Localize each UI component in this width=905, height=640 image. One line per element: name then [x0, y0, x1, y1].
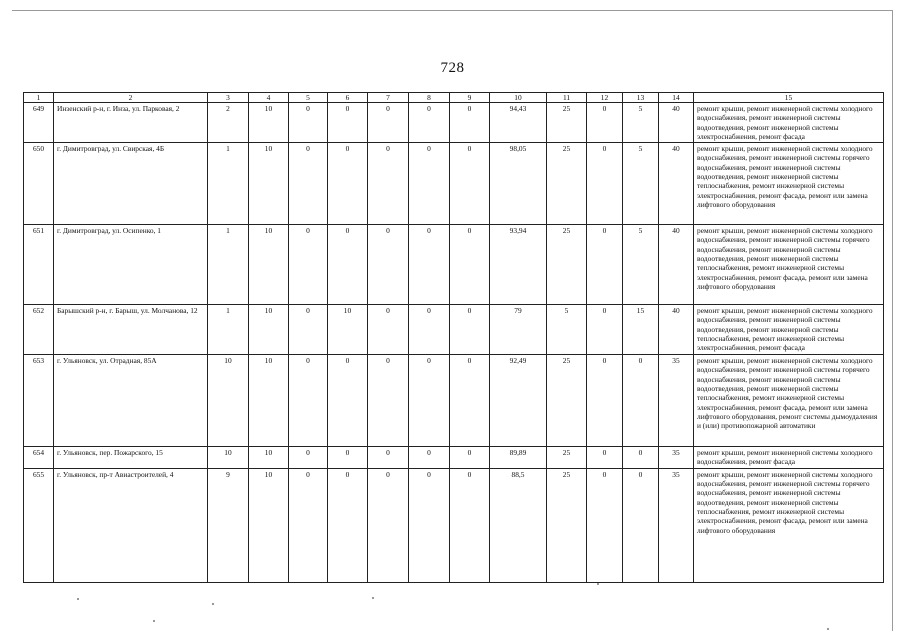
value-cell: 0: [289, 103, 328, 143]
works-cell: ремонт крыши, ремонт инженерной системы холодного водоснабжения, ремонт инженерной системы водоотведения, ремонт инженерной системы теплоснабжения, ремонт инженерной системы электроснабжения, ремонт фасада: [694, 305, 884, 355]
value-cell: 93,94: [490, 225, 547, 305]
column-header-1: 1: [24, 93, 54, 103]
value-cell: 40: [659, 103, 694, 143]
value-cell: 2: [208, 103, 249, 143]
address-cell: г. Димитровград, ул. Осипенко, 1: [54, 225, 208, 305]
value-cell: 0: [328, 143, 368, 225]
scan-speck: [212, 603, 214, 605]
value-cell: 0: [409, 355, 450, 447]
value-cell: 40: [659, 143, 694, 225]
value-cell: 0: [328, 355, 368, 447]
value-cell: 0: [368, 355, 409, 447]
scan-speck: [372, 597, 374, 599]
value-cell: 25: [547, 103, 587, 143]
value-cell: 0: [587, 468, 623, 582]
scan-speck: [77, 598, 79, 600]
value-cell: 1: [208, 225, 249, 305]
value-cell: 0: [289, 355, 328, 447]
table-row: [24, 103, 884, 143]
value-cell: 25: [547, 225, 587, 305]
value-cell: 0: [328, 447, 368, 469]
value-cell: 10: [208, 355, 249, 447]
works-cell: ремонт крыши, ремонт инженерной системы холодного водоснабжения, ремонт инженерной системы горячего водоснабжения, ремонт инженерной системы водоотведения, ремонт инженерной системы теплоснабжения, ремонт инженерной системы электроснабжения, ремонт фасада, ремонт или замена лифтового оборудования: [694, 468, 884, 582]
column-header-8: 8: [409, 93, 450, 103]
works-cell: ремонт крыши, ремонт инженерной системы холодного водоснабжения, ремонт инженерной системы водоотведения, ремонт инженерной системы электроснабжения, ремонт фасада: [694, 103, 884, 143]
scan-speck: [597, 583, 599, 585]
value-cell: 0: [587, 143, 623, 225]
value-cell: 0: [328, 103, 368, 143]
header-row: [24, 93, 884, 103]
value-cell: 5: [547, 305, 587, 355]
value-cell: 25: [547, 447, 587, 469]
value-cell: 0: [289, 305, 328, 355]
column-header-3: 3: [208, 93, 249, 103]
row-number-cell: 653: [24, 355, 54, 447]
value-cell: 5: [623, 225, 659, 305]
value-cell: 0: [289, 225, 328, 305]
value-cell: 25: [547, 355, 587, 447]
value-cell: 0: [409, 468, 450, 582]
value-cell: 0: [328, 468, 368, 582]
address-cell: г. Димитровград, ул. Свирская, 4Б: [54, 143, 208, 225]
value-cell: 0: [450, 143, 490, 225]
housing-repair-table: [23, 92, 884, 583]
value-cell: 0: [623, 355, 659, 447]
table-row: [24, 143, 884, 225]
value-cell: 10: [328, 305, 368, 355]
row-number-cell: 655: [24, 468, 54, 582]
row-number-cell: 650: [24, 143, 54, 225]
value-cell: 0: [409, 225, 450, 305]
value-cell: 0: [587, 103, 623, 143]
value-cell: 10: [249, 103, 289, 143]
address-cell: г. Ульяновск, ул. Отрадная, 85А: [54, 355, 208, 447]
value-cell: 0: [587, 355, 623, 447]
value-cell: 89,89: [490, 447, 547, 469]
column-header-11: 11: [547, 93, 587, 103]
value-cell: 40: [659, 305, 694, 355]
value-cell: 10: [249, 305, 289, 355]
value-cell: 0: [450, 103, 490, 143]
value-cell: 10: [249, 447, 289, 469]
value-cell: 0: [289, 468, 328, 582]
address-cell: г. Ульяновск, пер. Пожарского, 15: [54, 447, 208, 469]
table-row: [24, 468, 884, 582]
row-number-cell: 652: [24, 305, 54, 355]
column-header-2: 2: [54, 93, 208, 103]
works-cell: ремонт крыши, ремонт инженерной системы холодного водоснабжения, ремонт инженерной системы горячего водоснабжения, ремонт инженерной системы водоотведения, ремонт инженерной системы теплоснабжения, ремонт инженерной системы электроснабжения, ремонт фасада, ремонт или замена лифтового оборудования, ремонт системы дымоудаления и (или) противопожарной автоматики: [694, 355, 884, 447]
value-cell: 25: [547, 468, 587, 582]
value-cell: 1: [208, 305, 249, 355]
address-cell: Инзенский р-н, г. Инза, ул. Парковая, 2: [54, 103, 208, 143]
value-cell: 0: [289, 143, 328, 225]
value-cell: 35: [659, 355, 694, 447]
value-cell: 0: [368, 143, 409, 225]
value-cell: 0: [368, 468, 409, 582]
value-cell: 0: [409, 305, 450, 355]
table-row: [24, 305, 884, 355]
column-header-4: 4: [249, 93, 289, 103]
column-header-13: 13: [623, 93, 659, 103]
value-cell: 5: [623, 103, 659, 143]
value-cell: 0: [409, 103, 450, 143]
value-cell: 0: [587, 305, 623, 355]
row-number-cell: 649: [24, 103, 54, 143]
column-header-5: 5: [289, 93, 328, 103]
value-cell: 0: [368, 305, 409, 355]
value-cell: 10: [249, 355, 289, 447]
value-cell: 5: [623, 143, 659, 225]
address-cell: Барышский р-н, г. Барыш, ул. Молчанова, 12: [54, 305, 208, 355]
value-cell: 15: [623, 305, 659, 355]
works-cell: ремонт крыши, ремонт инженерной системы холодного водоснабжения, ремонт инженерной системы горячего водоснабжения, ремонт инженерной системы водоотведения, ремонт инженерной системы теплоснабжения, ремонт инженерной системы электроснабжения, ремонт фасада, ремонт или замена лифтового оборудования: [694, 143, 884, 225]
value-cell: 35: [659, 468, 694, 582]
value-cell: 0: [368, 103, 409, 143]
value-cell: 10: [249, 225, 289, 305]
table-row: [24, 447, 884, 469]
table-body: [24, 103, 884, 583]
address-cell: г. Ульяновск, пр-т Авиастроителей, 4: [54, 468, 208, 582]
value-cell: 0: [450, 468, 490, 582]
value-cell: 0: [623, 468, 659, 582]
column-header-9: 9: [450, 93, 490, 103]
row-number-cell: 654: [24, 447, 54, 469]
value-cell: 0: [450, 225, 490, 305]
works-cell: ремонт крыши, ремонт инженерной системы холодного водоснабжения, ремонт инженерной системы горячего водоснабжения, ремонт инженерной системы водоотведения, ремонт инженерной системы теплоснабжения, ремонт инженерной системы электроснабжения, ремонт фасада, ремонт или замена лифтового оборудования: [694, 225, 884, 305]
value-cell: 35: [659, 447, 694, 469]
table-row: [24, 225, 884, 305]
value-cell: 88,5: [490, 468, 547, 582]
value-cell: 0: [587, 225, 623, 305]
value-cell: 0: [368, 225, 409, 305]
value-cell: 0: [450, 355, 490, 447]
page-number: 728: [440, 60, 465, 76]
column-header-15: 15: [694, 93, 884, 103]
value-cell: 10: [249, 143, 289, 225]
value-cell: 25: [547, 143, 587, 225]
value-cell: 0: [409, 143, 450, 225]
scan-speck: [827, 628, 829, 630]
value-cell: 0: [450, 447, 490, 469]
value-cell: 0: [409, 447, 450, 469]
row-number-cell: 651: [24, 225, 54, 305]
value-cell: 40: [659, 225, 694, 305]
value-cell: 79: [490, 305, 547, 355]
value-cell: 94,43: [490, 103, 547, 143]
value-cell: 10: [249, 468, 289, 582]
value-cell: 9: [208, 468, 249, 582]
value-cell: 10: [208, 447, 249, 469]
column-header-14: 14: [659, 93, 694, 103]
value-cell: 0: [587, 447, 623, 469]
works-cell: ремонт крыши, ремонт инженерной системы холодного водоснабжения, ремонт фасада: [694, 447, 884, 469]
column-header-7: 7: [368, 93, 409, 103]
value-cell: 0: [450, 305, 490, 355]
column-header-12: 12: [587, 93, 623, 103]
value-cell: 98,05: [490, 143, 547, 225]
table-row: [24, 355, 884, 447]
value-cell: 0: [623, 447, 659, 469]
value-cell: 0: [368, 447, 409, 469]
value-cell: 1: [208, 143, 249, 225]
column-header-6: 6: [328, 93, 368, 103]
column-header-10: 10: [490, 93, 547, 103]
value-cell: 92,49: [490, 355, 547, 447]
value-cell: 0: [328, 225, 368, 305]
scan-speck: [153, 620, 155, 622]
value-cell: 0: [289, 447, 328, 469]
